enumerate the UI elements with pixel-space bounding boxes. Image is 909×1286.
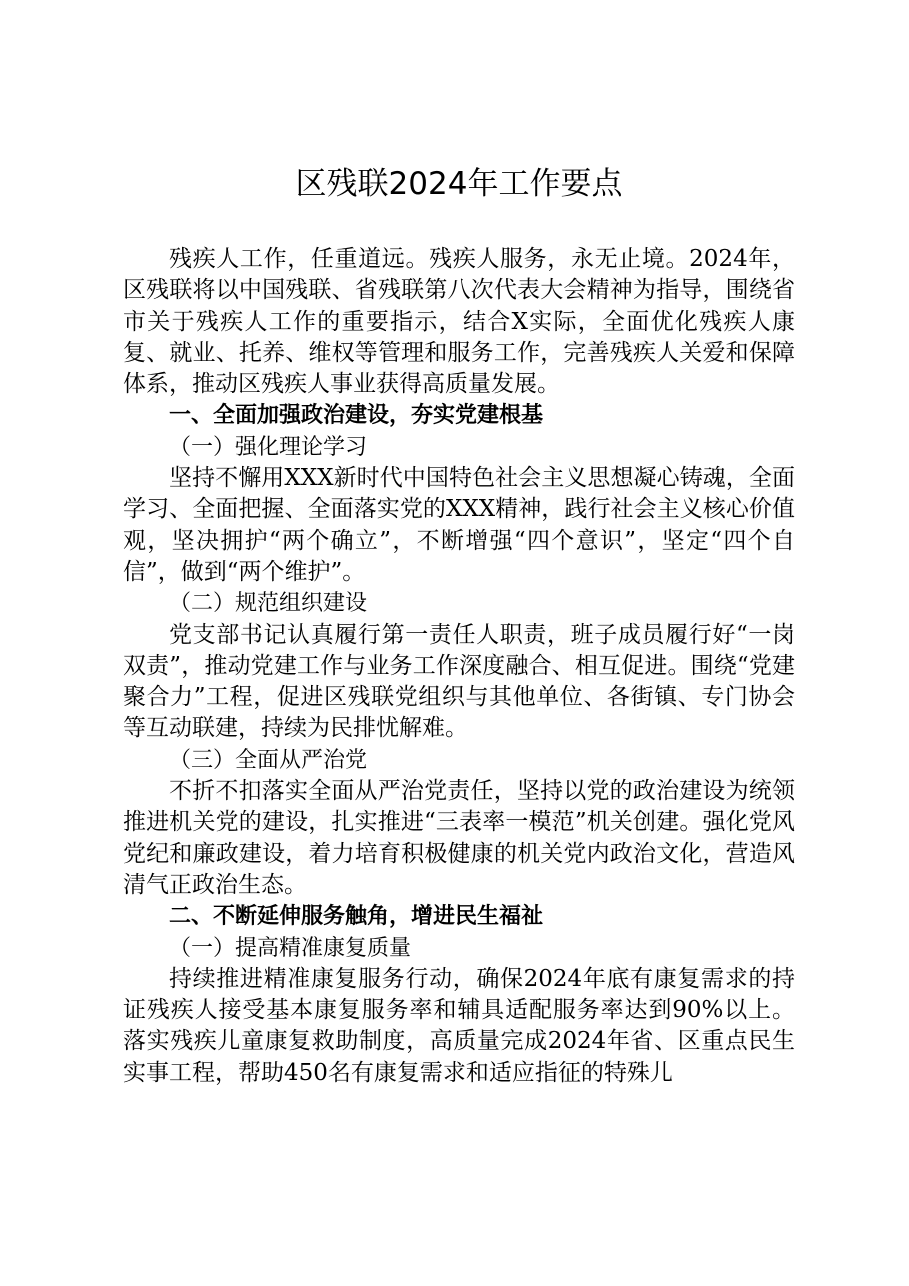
subsection-heading-1-2: （二）规范组织建设 xyxy=(169,591,368,617)
subsection-heading-2-1: （一）提高精准康复质量 xyxy=(169,935,412,961)
section-heading-2: 二、不断延伸服务触角，增进民生福祉 xyxy=(169,904,544,930)
subsection-heading-1-1: （一）强化理论学习 xyxy=(169,434,368,460)
intro-paragraph: 残疾人工作，任重道远。残疾人服务，永无止境。2024年，区残联将以中国残联、省残联第八次代表大会精神为指导，围绕省市关于残疾人工作的重要指示，结合X实际，全面优化残疾人康复、就业、托养、维权等管理和服务工作，完善残疾人关爱和保障体系，推动区残疾人事业获得高质量发展。 xyxy=(123,246,795,398)
paragraph-2-1: 持续推进精准康复服务行动，确保2024年底有康复需求的持证残疾人接受基本康复服务率和辅具适配服务率达到90%以上。落实残疾儿童康复救助制度，高质量完成2024年省、区重点民生实事工程，帮助450名有康复需求和适应指征的特殊儿 xyxy=(123,965,795,1086)
subsection-heading-1-3: （三）全面从严治党 xyxy=(169,747,368,773)
paragraph-1-3: 不折不扣落实全面从严治党责任，坚持以党的政治建设为统领推进机关党的建设，扎实推进“三表率一模范”机关创建。强化党风党纪和廉政建设，着力培育积极健康的机关党内政治文化，营造风清气正政治生态。 xyxy=(123,778,795,898)
section-heading-1: 一、全面加强政治建设，夯实党建根基 xyxy=(169,403,544,429)
paragraph-1-1: 坚持不懈用XXX新时代中国特色社会主义思想凝心铸魂，全面学习、全面把握、全面落实党的XXX精神，践行社会主义核心价值观，坚决拥护“两个确立”，不断增强“四个意识”，坚定“四个自信”，做到“两个维护”。 xyxy=(123,465,795,585)
document-page xyxy=(123,158,795,1089)
document-title: 区残联2024年工作要点 xyxy=(295,166,623,202)
paragraph-1-2: 党支部书记认真履行第一责任人职责，班子成员履行好“一岗双责”，推动党建工作与业务工作深度融合、相互促进。围绕“党建聚合力”工程，促进区残联党组织与其他单位、各街镇、专门协会等互动联建，持续为民排忧解难。 xyxy=(123,621,795,742)
